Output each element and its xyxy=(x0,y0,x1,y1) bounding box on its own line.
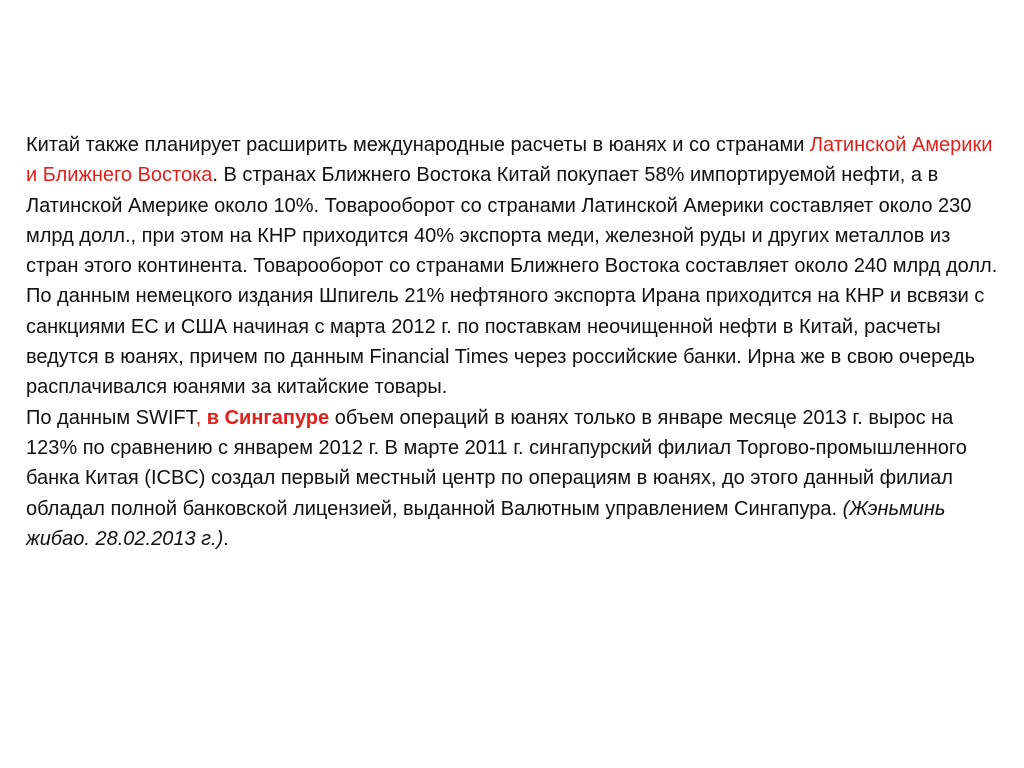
slide-text xyxy=(26,130,1001,554)
paragraph1-text-end: . В странах Ближнего Востока Китай покупает 58% импортируемой нефти, а в Латинской Америке около 10%. Товарооборот со странами Латинской Америки составляет около 230 млрд долл., при этом на КНР приходится 40% экспорта меди, железной руды и других металлов из стран этого континента. Товарооборот со странами Ближнего Востока составляет около 240 млрд долл. xyxy=(26,164,998,278)
paragraph3-text-middle: объем операций в юанях только в январе месяце 2013 г. вырос на 123% по сравнению с январем 2012 г. В марте 2011 г. сингапурский филиал Торгово-промышленного банка Китая (ICBC) создал первый местный центр по операциям в юанях, до этого данный филиал обладал полной банковской лицензией, выданной Валютным управлением Сингапура. xyxy=(26,406,967,520)
highlight-singapore: в Сингапуре xyxy=(206,406,330,429)
paragraph-singapore-swift xyxy=(26,403,1001,554)
highlight-latin-america-middle-east: Латинской Америки и Ближнего Востока xyxy=(26,134,993,187)
paragraph1-text-start: Китай также планирует расширить международные расчеты в юанях и со странами xyxy=(26,134,810,156)
paragraph-latin-america-middle-east xyxy=(26,130,1001,281)
paragraph2-text: По данным немецкого издания Шпигель 21% нефтяного экспорта Ирана приходится на КНР и всвязи с санкциями ЕС и США начиная с марта 2012 г. по поставкам неочищенной нефти в Китай, расчеты ведутся в юанях, причем по данным Financial Times через российские банки. Ирна же в свою очередь расплачивался юанями за китайские товары. xyxy=(26,285,985,399)
paragraph3-text-start: По данным SWIFT xyxy=(26,406,196,429)
paragraph3-red-comma: , xyxy=(195,406,207,429)
paragraph3-text-end: . xyxy=(223,527,229,550)
paragraph-iran-oil-export xyxy=(26,281,1001,402)
source-citation: (Жэньминь жибао. 28.02.2013 г.) xyxy=(26,497,946,550)
